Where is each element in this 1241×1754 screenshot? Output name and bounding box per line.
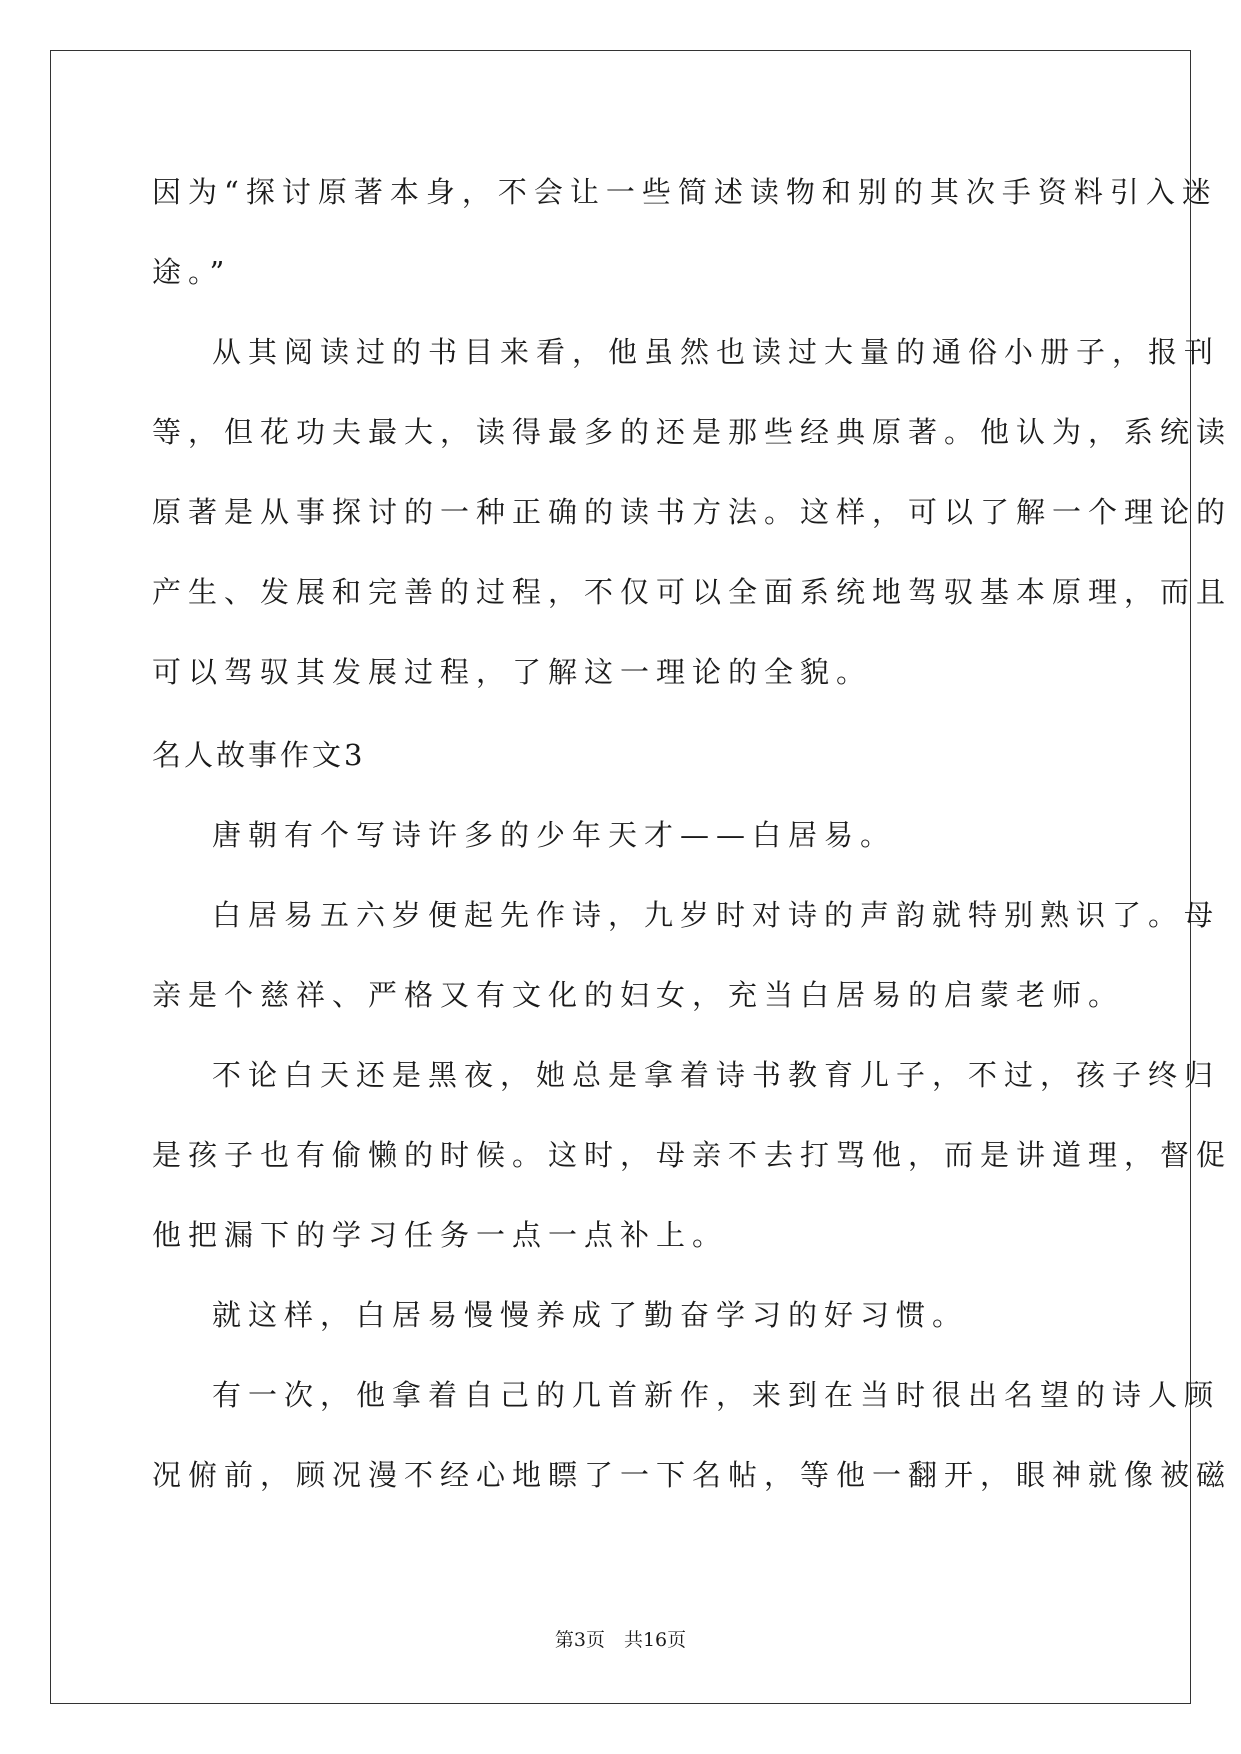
text-line: 亲是个慈祥、严格又有文化的妇女，充当白居易的启蒙老师。: [152, 978, 1125, 1012]
text-line: 从其阅读过的书目来看，他虽然也读过大量的通俗小册子，报刊: [212, 335, 1221, 369]
text-line: 是孩子也有偷懒的时候。这时，母亲不去打骂他，而是讲道理，督促: [152, 1138, 1233, 1172]
text-line: 唐朝有个写诗许多的少年天才——白居易。: [212, 818, 897, 852]
text-line: 有一次，他拿着自己的几首新作，来到在当时很出名望的诗人顾: [212, 1378, 1221, 1412]
text-line: 原著是从事探讨的一种正确的读书方法。这样，可以了解一个理论的: [152, 495, 1233, 529]
text-line: 等，但花功夫最大，读得最多的还是那些经典原著。他认为，系统读: [152, 415, 1233, 449]
text-line: 途。”: [152, 255, 232, 289]
text-line: 况俯前，顾况漫不经心地瞟了一下名帖，等他一翻开，眼神就像被磁: [152, 1458, 1233, 1492]
page-number: 第3页 共16页: [554, 1629, 687, 1651]
text-line: 就这样，白居易慢慢养成了勤奋学习的好习惯。: [212, 1298, 969, 1332]
text-line: 可以驾驭其发展过程，了解这一理论的全貌。: [152, 655, 873, 689]
text-line: 产生、发展和完善的过程，不仅可以全面系统地驾驭基本原理，而且: [152, 575, 1233, 609]
text-line: 不论白天还是黑夜，她总是拿着诗书教育儿子，不过，孩子终归: [212, 1058, 1221, 1092]
text-line: 白居易五六岁便起先作诗，九岁时对诗的声韵就特别熟识了。母: [212, 898, 1221, 932]
text-line: 他把漏下的学习任务一点一点补上。: [152, 1218, 729, 1252]
text-line: 因为“探讨原著本身，不会让一些简述读物和别的其次手资料引入迷: [152, 175, 1218, 209]
section-heading: 名人故事作文3: [152, 738, 366, 772]
